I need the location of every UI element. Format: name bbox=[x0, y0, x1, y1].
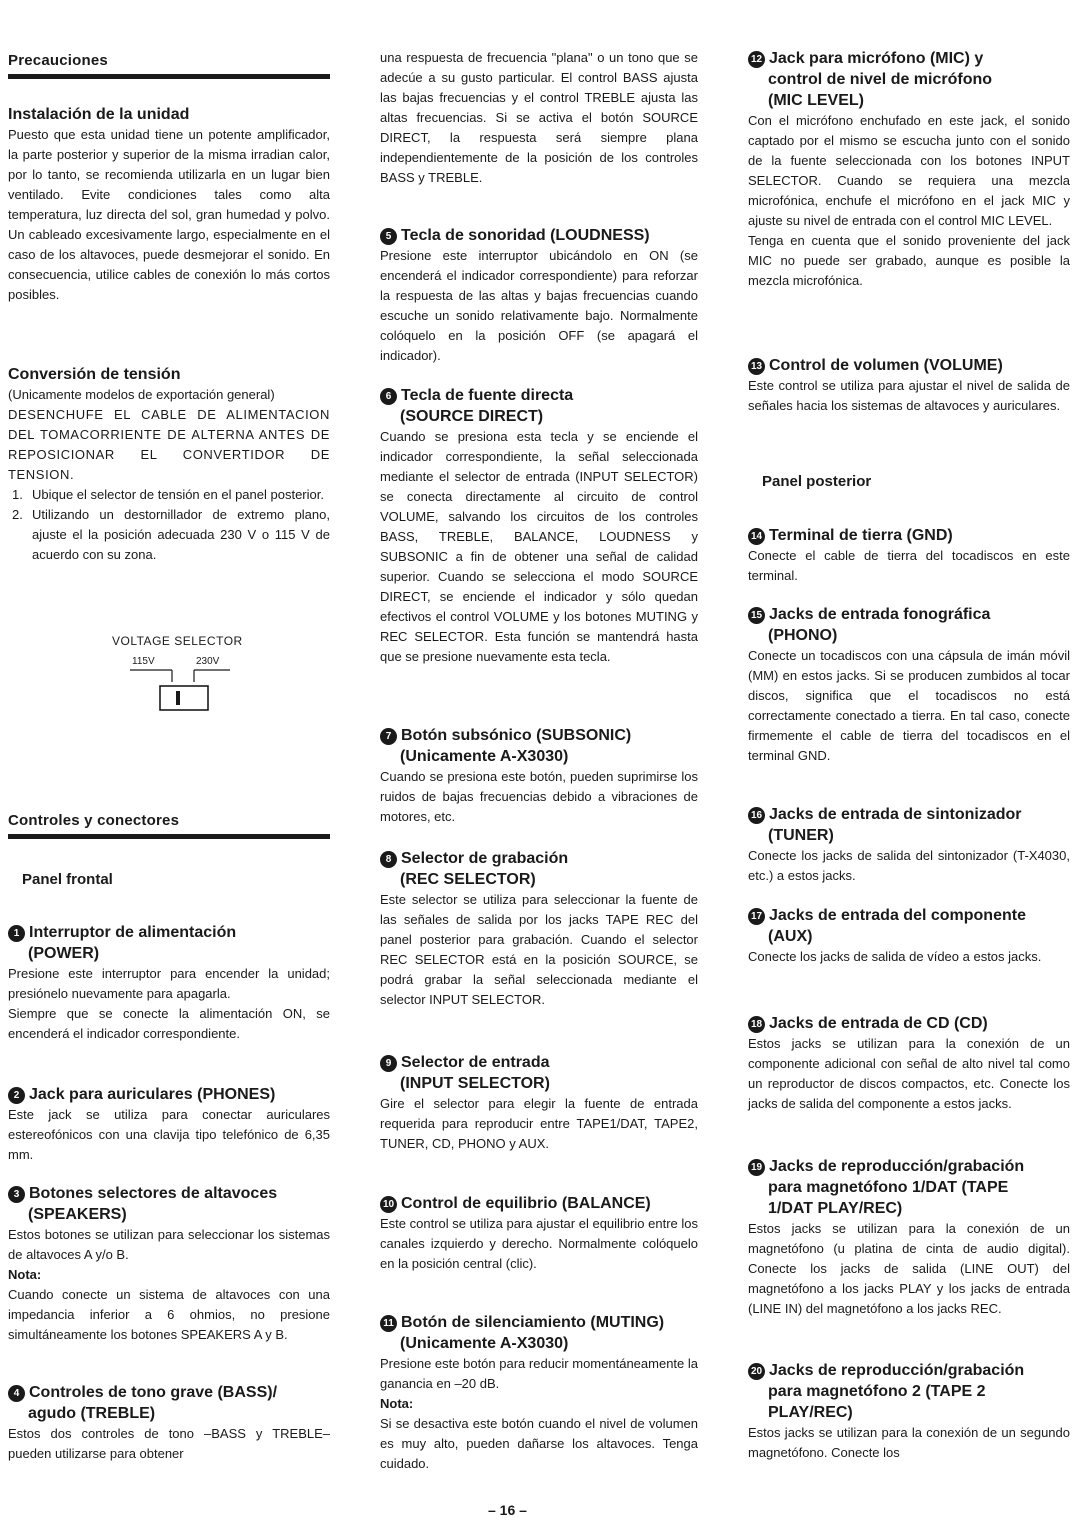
item-volume bbox=[748, 355, 1070, 416]
voltage-selector-diagram bbox=[112, 634, 252, 724]
paragraph: Este control se utiliza para ajustar el nivel de salida de señales hacia los sistemas de altavoces y auriculares. bbox=[748, 378, 1070, 413]
number-badge: 7 bbox=[380, 728, 397, 745]
number-badge: 17 bbox=[748, 908, 765, 925]
voltage-230: 230V bbox=[196, 656, 220, 667]
paragraph: Gire el selector para elegir la fuente de entrada requerida para reproducir entre TAPE1/DAT, TAPE2, TUNER, CD, PHONO y AUX. bbox=[380, 1096, 698, 1151]
paragraph: Tenga en cuenta que el sonido proveniente del jack MIC no puede ser grabado, aunque es posible la mezcla microfónica. bbox=[748, 233, 1070, 288]
heading: 8 Selector de grabación (REC SELECTOR) bbox=[380, 848, 698, 890]
heading: 6 Tecla de fuente directa (SOURCE DIRECT) bbox=[380, 385, 698, 427]
item-tape1 bbox=[748, 1156, 1070, 1319]
step: 2. Utilizando un destornillador de extremo plano, ajuste el la posición adecuada 230 V o 115 V de acuerdo con su zona. bbox=[12, 507, 330, 562]
item-aux bbox=[748, 905, 1070, 967]
heading: 13 Control de volumen (VOLUME) bbox=[748, 355, 1070, 376]
heading: Conversión de tensión bbox=[8, 366, 181, 383]
paragraph: Este jack se utiliza para conectar auriculares estereofónicos con una clavija tipo telefónico de 6,35 mm. bbox=[8, 1107, 330, 1162]
paragraph: Estos jacks se utilizan para la conexión de un segundo magnetófono. Conecte los bbox=[748, 1425, 1070, 1460]
heading: 20 Jacks de reproducción/grabación para magnetófono 2 (TAPE 2 PLAY/REC) bbox=[748, 1360, 1070, 1423]
paragraph: Estos dos controles de tono –BASS y TREBLE– pueden utilizarse para obtener bbox=[8, 1426, 330, 1461]
number-badge: 15 bbox=[748, 607, 765, 624]
item-subsonic bbox=[380, 725, 698, 827]
paragraph: Presione este botón para reducir momentáneamente la ganancia en –20 dB. bbox=[380, 1356, 698, 1391]
item-cd bbox=[748, 1013, 1070, 1114]
paragraph: Estos jacks se utilizan para la conexión de un magnetófono (u platina de cinta de audio digital). Conecte los jacks de salida (LINE OUT) del magnetófono a los jacks PLAY y los jacks de entrada (LINE IN) del magnetófono a los jacks REC. bbox=[748, 1221, 1070, 1316]
heading: 1 Interruptor de alimentación (POWER) bbox=[8, 922, 330, 964]
note-label: Nota: bbox=[380, 1396, 414, 1411]
heading: 17 Jacks de entrada del componente (AUX) bbox=[748, 905, 1070, 947]
heading: 18 Jacks de entrada de CD (CD) bbox=[748, 1013, 1070, 1034]
panel-posterior-label: Panel posterior bbox=[762, 473, 872, 490]
item-tape2 bbox=[748, 1360, 1070, 1463]
paragraph: una respuesta de frecuencia "plana" o un tono que se adecúe a su gusto particular. El control BASS ajusta las bajas frecuencias y el control TREBLE ajusta las altas frecuencias. Si se activa el botón SOURCE DIRECT, la respuesta será siempre plana independientemente de la posición de los controles BASS y TREBLE. bbox=[380, 50, 698, 185]
item-bass-treble bbox=[8, 1382, 330, 1464]
item-gnd bbox=[748, 525, 1070, 586]
paragraph: Conecte un tocadiscos con una cápsula de imán móvil (MM) en estos jacks. Si se producen zumbidos al tocar discos, significa que el tocadiscos no está correctamente conectado a tierra. En tal caso, conecte firmemente el cable de tierra del tocadiscos en el terminal GND. bbox=[748, 648, 1070, 763]
section-title: Precauciones bbox=[8, 52, 108, 69]
voltage-selector-label: VOLTAGE SELECTOR bbox=[112, 634, 243, 648]
heading: 4 Controles de tono grave (BASS)/ agudo (TREBLE) bbox=[8, 1382, 330, 1424]
number-badge: 10 bbox=[380, 1196, 397, 1213]
heading: 3 Botones selectores de altavoces (SPEAKERS) bbox=[8, 1183, 330, 1225]
number-badge: 2 bbox=[8, 1087, 25, 1104]
number-badge: 18 bbox=[748, 1016, 765, 1033]
heading: Instalación de la unidad bbox=[8, 106, 190, 123]
heading: 5 Tecla de sonoridad (LOUDNESS) bbox=[380, 225, 698, 246]
item-source-direct bbox=[380, 385, 698, 667]
paragraph: Este control se utiliza para ajustar el equilibrio entre los canales izquierdo y derecho. Normalmente colóquelo en la posición central (clic). bbox=[380, 1216, 698, 1271]
heading: 19 Jacks de reproducción/grabación para magnetófono 1/DAT (TAPE 1/DAT PLAY/REC) bbox=[748, 1156, 1070, 1219]
item-mic bbox=[748, 48, 1070, 291]
number-badge: 8 bbox=[380, 851, 397, 868]
paragraph: Conecte el cable de tierra del tocadiscos en este terminal. bbox=[748, 548, 1070, 583]
item-phones bbox=[8, 1084, 330, 1165]
heading: 7 Botón subsónico (SUBSONIC) (Unicamente A-X3030) bbox=[380, 725, 698, 767]
heading: 12 Jack para micrófono (MIC) y control de nivel de micrófono (MIC LEVEL) bbox=[748, 48, 1070, 111]
continuation-text bbox=[380, 48, 698, 188]
item-rec-selector bbox=[380, 848, 698, 1010]
heading: 2 Jack para auriculares (PHONES) bbox=[8, 1084, 330, 1105]
switch-icon bbox=[112, 668, 252, 718]
paragraph: Cuando se presiona esta tecla y se enciende el indicador correspondiente, la señal seleccionada mediante el selector de entrada (INPUT SELECTOR) se conecta directamente al circuito de control VOLUME, salvando los circuitos de los controles BASS, TREBLE, BALANCE, LOUDNESS y SUBSONIC a fin de obtener una señal de calidad superior. Cuando se selecciona el modo SOURCE DIRECT, se enciende el indicador y sólo quedan efectivos el control VOLUME y los botones MUTING y REC SELECTOR. Esta función se mantendrá hasta que se presione nuevamente esta tecla. bbox=[380, 429, 698, 664]
number-badge: 11 bbox=[380, 1315, 397, 1332]
heading: 9 Selector de entrada (INPUT SELECTOR) bbox=[380, 1052, 698, 1094]
number-badge: 1 bbox=[8, 925, 25, 942]
section-rule bbox=[8, 834, 330, 839]
steps-list bbox=[8, 485, 330, 565]
paragraph: Presione este interruptor ubicándolo en ON (se encenderá el indicador correspondiente) para reforzar la respuesta de las altas y bajas frecuencias cuando escuche un sonido relativamente bajo. Normalmente colóquelo en la posición OFF (se apagará el indicador). bbox=[380, 248, 698, 363]
paragraph: Cuando se presiona este botón, pueden suprimirse los ruidos de bajas frecuencias debido a vibraciones de motores, etc. bbox=[380, 769, 698, 824]
number-badge: 6 bbox=[380, 388, 397, 405]
paragraph: Si se desactiva este botón cuando el nivel de volumen es muy alto, pueden dañarse los altavoces. Tenga cuidado. bbox=[380, 1416, 698, 1471]
panel-frontal-label: Panel frontal bbox=[22, 871, 113, 888]
item-muting bbox=[380, 1312, 698, 1474]
paragraph: Estos botones se utilizan para seleccionar los sistemas de altavoces A y/o B. bbox=[8, 1227, 330, 1262]
item-tuner bbox=[748, 804, 1070, 886]
paragraph: Siempre que se conecte la alimentación ON, se encenderá el indicador correspondiente. bbox=[8, 1006, 330, 1041]
item-balance bbox=[380, 1193, 698, 1274]
heading: 14 Terminal de tierra (GND) bbox=[748, 525, 1070, 546]
heading: 16 Jacks de entrada de sintonizador (TUNER) bbox=[748, 804, 1070, 846]
section-precauciones bbox=[8, 52, 330, 79]
page-number: – 16 – bbox=[488, 1502, 527, 1518]
item-input-selector bbox=[380, 1052, 698, 1154]
note: (Unicamente modelos de exportación general) bbox=[8, 387, 275, 402]
note-label: Nota: bbox=[8, 1267, 42, 1282]
item-power bbox=[8, 922, 330, 1044]
block-instalacion bbox=[8, 104, 330, 305]
heading: 15 Jacks de entrada fonográfica (PHONO) bbox=[748, 604, 1070, 646]
number-badge: 14 bbox=[748, 528, 765, 545]
section-rule bbox=[8, 74, 330, 79]
number-badge: 19 bbox=[748, 1159, 765, 1176]
number-badge: 4 bbox=[8, 1385, 25, 1402]
paragraph: Con el micrófono enchufado en este jack, el sonido captado por el mismo se escucha junto con el sonido de la fuente seleccionada con los botones INPUT SELECTOR. Cuando se requiera una mezcla microfónica, enchufe el micrófono en el jack MIC y ajuste su nivel de entrada con el control MIC LEVEL. bbox=[748, 113, 1070, 228]
voltage-115: 115V bbox=[132, 656, 155, 667]
item-loudness bbox=[380, 225, 698, 366]
number-badge: 12 bbox=[748, 51, 765, 68]
step: 1. Ubique el selector de tensión en el panel posterior. bbox=[12, 487, 324, 502]
number-badge: 20 bbox=[748, 1363, 765, 1380]
section-title: Controles y conectores bbox=[8, 812, 180, 829]
number-badge: 9 bbox=[380, 1055, 397, 1072]
paragraph: Presione este interruptor para encender la unidad; presiónelo nuevamente para apagarla. bbox=[8, 966, 330, 1001]
number-badge: 16 bbox=[748, 807, 765, 824]
item-phono bbox=[748, 604, 1070, 766]
paragraph: Este selector se utiliza para seleccionar la fuente de las señales de salida por los jacks TAPE REC del panel posterior para grabación. Cuando el selector REC SELECTOR está en la posición SOURCE, se podrá grabar la señal seleccionada mediante el selector INPUT SELECTOR. bbox=[380, 892, 698, 1007]
paragraph: Puesto que esta unidad tiene un potente amplificador, la parte posterior y superior de la misma irradian calor, por lo tanto, se recomienda utilizarla en un lugar bien ventilado. Evite condiciones tales como alta temperatura, luz directa del sol, gran humedad y polvo. Un cableado excesivamente largo, especialmente en el caso de los altavoces, puede desmejorar el sonido. En consecuencia, utilice cables de conexión lo más cortos posibles. bbox=[8, 127, 330, 302]
paragraph: Cuando conecte un sistema de altavoces con una impedancia inferior a 6 ohmios, no presione simultáneamente los botones SPEAKERS A y B. bbox=[8, 1287, 330, 1342]
number-badge: 3 bbox=[8, 1186, 25, 1203]
number-badge: 5 bbox=[380, 228, 397, 245]
block-conversion bbox=[8, 364, 330, 565]
paragraph: Conecte los jacks de salida del sintonizador (T-X4030, etc.) a estos jacks. bbox=[748, 848, 1070, 883]
heading: 11 Botón de silenciamiento (MUTING) (Unicamente A-X3030) bbox=[380, 1312, 698, 1354]
paragraph: Estos jacks se utilizan para la conexión de un componente adicional con señal de alto nivel tal como un reproductor de discos compactos, etc. Conecte los jacks de salida del componente a estos jacks. bbox=[748, 1036, 1070, 1111]
number-badge: 13 bbox=[748, 358, 765, 375]
warning: DESENCHUFE EL CABLE DE ALIMENTACION DEL TOMACORRIENTE DE ALTERNA ANTES DE REPOSICIONAR EL CONVERTIDOR DE TENSION. bbox=[8, 407, 330, 482]
paragraph: Conecte los jacks de salida de vídeo a estos jacks. bbox=[748, 949, 1042, 964]
heading: 10 Control de equilibrio (BALANCE) bbox=[380, 1193, 698, 1214]
section-controles bbox=[8, 812, 330, 839]
item-speakers bbox=[8, 1183, 330, 1345]
